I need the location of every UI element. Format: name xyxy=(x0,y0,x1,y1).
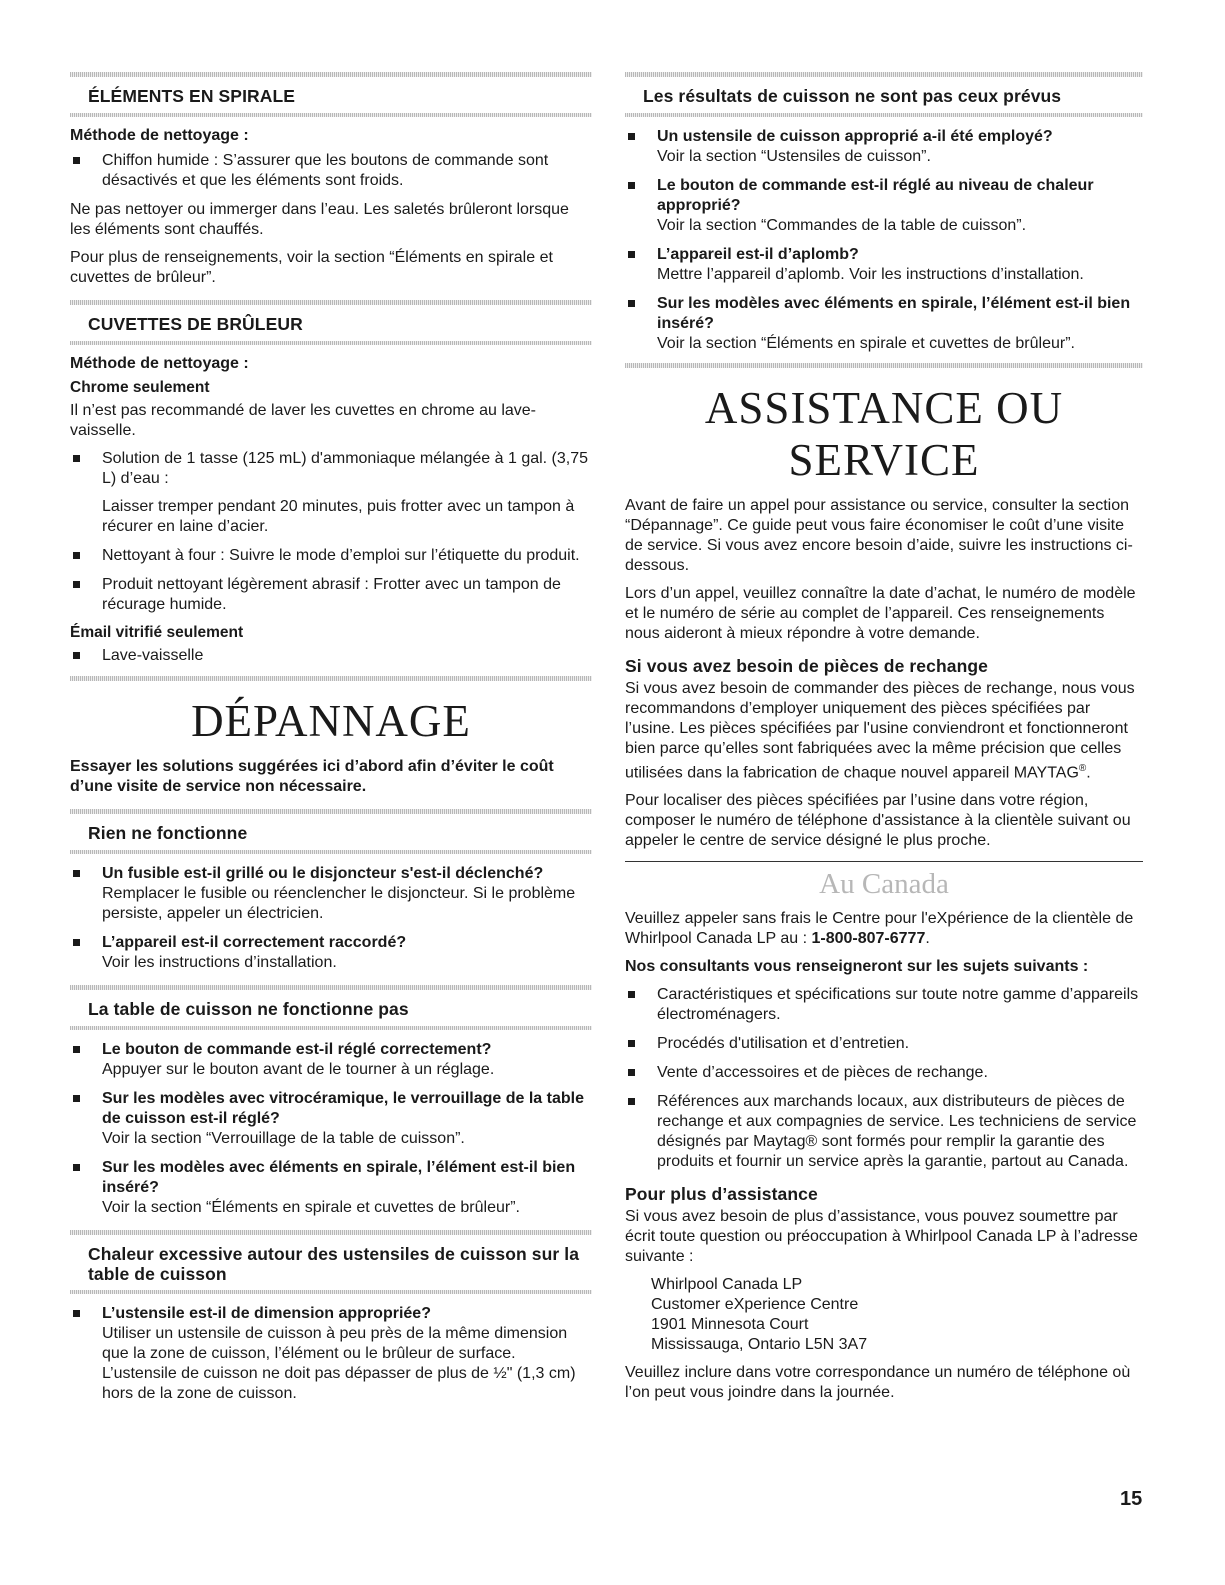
list-item xyxy=(625,176,1143,236)
title-au-canada: Au Canada xyxy=(819,868,949,901)
bullet-icon xyxy=(73,870,80,877)
question: Un fusible est-il grillé ou le disjoncteur s'est-il déclenché? xyxy=(102,865,544,882)
paragraph-text: Si vous avez besoin de commander des pièces de rechange, nous vous recommandons d’employer uniquement des pièces spécifiées par l’usine. Les pièces spécifiées par l'usine conviendront et fonctionneront bien parce qu’elles sont fabriquées avec la même précision que celles utilisées dans la fabrication de chaque nouvel appareil MAYTAG xyxy=(625,680,1135,782)
paragraph: Veuillez inclure dans votre correspondance un numéro de téléphone où l’on peut vous joindre dans la journée. xyxy=(625,1364,1131,1402)
bullet-list xyxy=(70,151,592,191)
paragraph: Il n’est pas recommandé de laver les cuvettes en chrome au lave-vaisselle. xyxy=(70,402,537,439)
paragraph xyxy=(625,909,1143,949)
section-divider xyxy=(70,341,592,345)
right-column xyxy=(625,72,1143,1411)
paragraph-text: Veuillez appeler sans frais le Centre pour l'eXpérience de la clientèle de Whirlpool Canada LP au : xyxy=(625,910,1134,948)
bullet-icon xyxy=(73,1095,80,1102)
list-item xyxy=(625,1092,1143,1172)
list-item xyxy=(625,1034,1143,1054)
answer: Voir la section “Ustensiles de cuisson”. xyxy=(657,148,931,165)
bullet-icon xyxy=(73,157,80,164)
list-item xyxy=(70,646,592,666)
address-line: 1901 Minnesota Court xyxy=(651,1316,809,1334)
section-divider xyxy=(625,363,1143,368)
bullet-list xyxy=(625,127,1143,354)
answer: Appuyer sur le bouton avant de le tourner à un réglage. xyxy=(102,1061,495,1078)
horizontal-rule xyxy=(625,861,1143,862)
list-item xyxy=(70,933,592,973)
bullet-list xyxy=(70,449,592,615)
list-item xyxy=(70,1089,592,1149)
question: Sur les modèles avec éléments en spirale, l’élément est-il bien inséré? xyxy=(102,1159,576,1196)
bullet-icon xyxy=(628,182,635,189)
period: . xyxy=(925,930,930,948)
section-divider xyxy=(70,1026,592,1030)
paragraph: Pour plus de renseignements, voir la section “Éléments en spirale et cuvettes de brûleur”. xyxy=(70,249,553,286)
period: . xyxy=(1086,764,1091,782)
section-divider xyxy=(625,113,1143,117)
bullet-list xyxy=(70,1040,592,1218)
list-item-text: Vente d’accessoires et de pièces de rechange. xyxy=(657,1064,988,1082)
question: L’appareil est-il correctement raccordé? xyxy=(102,934,407,951)
list-item-text: Caractéristiques et spécifications sur toute notre gamme d’appareils électroménagers. xyxy=(657,986,1139,1024)
paragraph: Lors d’un appel, veuillez connaître la date d’achat, le numéro de modèle et le numéro de série au complet de l’appareil. Ces renseignements nous aideront à mieux répondre à votre demande. xyxy=(625,585,1136,642)
bullet-icon xyxy=(73,652,80,659)
list-item xyxy=(625,127,1143,167)
bullet-icon xyxy=(628,133,635,140)
list-item-text: Solution de 1 tasse (125 mL) d'ammoniaque mélangée à 1 gal. (3,75 L) d’eau : xyxy=(102,450,589,487)
list-item xyxy=(70,1040,592,1080)
question: L’appareil est-il d’aplomb? xyxy=(657,246,859,263)
bullet-icon xyxy=(73,552,80,559)
subheading-plus-assistance: Pour plus d’assistance xyxy=(625,1184,818,1205)
paragraph: Ne pas nettoyer ou immerger dans l’eau. Les saletés brûleront lorsque les éléments sont chauffés. xyxy=(70,201,569,238)
address-line: Whirlpool Canada LP xyxy=(651,1276,803,1294)
section-divider xyxy=(70,1290,592,1294)
mailing-address xyxy=(625,1275,1143,1355)
bullet-icon xyxy=(628,1098,635,1105)
list-item xyxy=(625,985,1143,1025)
list-item-detail: Laisser tremper pendant 20 minutes, puis frotter avec un tampon à récurer en laine d’acier. xyxy=(102,498,575,535)
list-item-text: Références aux marchands locaux, aux distributeurs de pièces de rechange et aux compagnies de service. Les techniciens de service désignés par Maytag® sont formés pour remplir la garantie des produits et fournir un service après la garantie, partout au Canada. xyxy=(657,1093,1137,1171)
bullet-icon xyxy=(73,1310,80,1317)
paragraph: Avant de faire un appel pour assistance ou service, consulter la section “Dépannage”. Ce guide peut vous faire économiser le coût d’une visite de service. Si vous avez encore besoin d’aide, suivre les instructions ci-dessous. xyxy=(625,497,1133,574)
answer: Mettre l’appareil d’aplomb. Voir les instructions d’installation. xyxy=(657,266,1084,283)
list-item xyxy=(625,1063,1143,1083)
list-item-text: Lave-vaisselle xyxy=(102,647,204,664)
phone-number: 1-800-807-6777 xyxy=(811,930,926,948)
paragraph xyxy=(625,679,1143,783)
bullet-icon xyxy=(73,581,80,588)
answer: Remplacer le fusible ou réenclencher le disjoncteur. Si le problème persiste, appeler un électricien. xyxy=(102,885,576,922)
section-divider xyxy=(70,113,592,117)
bullet-list xyxy=(625,985,1143,1172)
bullet-icon xyxy=(628,251,635,258)
list-item xyxy=(625,294,1143,354)
list-item xyxy=(70,1158,592,1218)
section-title-chaleur: Chaleur excessive autour des ustensiles de cuisson sur la table de cuisson xyxy=(88,1244,580,1284)
list-item xyxy=(70,546,592,566)
list-item xyxy=(70,151,592,191)
answer: Voir les instructions d’installation. xyxy=(102,954,337,971)
lead-text: Essayer les solutions suggérées ici d’abord afin d’éviter le coût d’une visite de service non nécessaire. xyxy=(70,758,554,795)
lead-text: Nos consultants vous renseigneront sur les sujets suivants : xyxy=(625,958,1089,976)
subheading-pieces: Si vous avez besoin de pièces de rechange xyxy=(625,656,988,676)
bullet-list xyxy=(70,646,592,666)
paragraph: Si vous avez besoin de plus d’assistance, vous pouvez soumettre par écrit toute question ou préoccupation à Whirlpool Canada LP à l’adresse suivante : xyxy=(625,1208,1138,1266)
section-divider xyxy=(70,676,592,681)
question: Le bouton de commande est-il réglé correctement? xyxy=(102,1041,492,1058)
registered-mark: ® xyxy=(1078,763,1087,774)
bullet-icon xyxy=(628,1040,635,1047)
section-divider xyxy=(70,850,592,854)
bullet-icon xyxy=(628,300,635,307)
section-title-elements-spirale: ÉLÉMENTS EN SPIRALE xyxy=(88,86,296,106)
list-item-text: Produit nettoyant légèrement abrasif : Frotter avec un tampon de récurage humide. xyxy=(102,576,561,613)
list-item xyxy=(70,575,592,615)
subheading-email: Émail vitrifié seulement xyxy=(70,624,244,641)
list-item-text: Nettoyant à four : Suivre le mode d’emploi sur l’étiquette du produit. xyxy=(102,547,580,564)
question: Sur les modèles avec vitrocéramique, le verrouillage de la table de cuisson est-il réglé? xyxy=(102,1090,584,1127)
list-item xyxy=(625,245,1143,285)
bullet-list xyxy=(70,864,592,973)
address-line: Customer eXperience Centre xyxy=(651,1296,859,1314)
bullet-icon xyxy=(73,939,80,946)
title-depannage: DÉPANNAGE xyxy=(191,696,471,746)
bullet-icon xyxy=(628,1069,635,1076)
section-title-cuvettes: CUVETTES DE BRÛLEUR xyxy=(88,314,303,334)
subheading-methode: Méthode de nettoyage : xyxy=(70,127,249,144)
bullet-icon xyxy=(73,1046,80,1053)
list-item xyxy=(70,1304,592,1404)
question: L’ustensile est-il de dimension appropriée? xyxy=(102,1305,431,1322)
address-line: Mississauga, Ontario L5N 3A7 xyxy=(651,1336,868,1354)
answer: Utiliser un ustensile de cuisson à peu près de la même dimension que la zone de cuisson, l’élément ou le brûleur de surface. L’ustensile de cuisson ne doit pas dépasser de plus de ½" (1,3 cm) hors de la zone de cuisson. xyxy=(102,1325,576,1402)
list-item xyxy=(70,864,592,924)
answer: Voir la section “Éléments en spirale et cuvettes de brûleur”. xyxy=(102,1199,520,1216)
subheading-methode: Méthode de nettoyage : xyxy=(70,355,249,372)
question: Le bouton de commande est-il réglé au niveau de chaleur approprié? xyxy=(657,177,1094,214)
list-item-text: Procédés d'utilisation et d’entretien. xyxy=(657,1035,910,1053)
bullet-icon xyxy=(73,1164,80,1171)
bullet-list xyxy=(70,1304,592,1404)
subheading-chrome: Chrome seulement xyxy=(70,379,210,396)
section-title-rien: Rien ne fonctionne xyxy=(88,823,248,843)
answer: Voir la section “Verrouillage de la table de cuisson”. xyxy=(102,1130,465,1147)
section-title-resultats: Les résultats de cuisson ne sont pas ceux prévus xyxy=(643,86,1062,106)
page-number: 15 xyxy=(1120,1488,1143,1510)
bullet-icon xyxy=(73,455,80,462)
section-title-table: La table de cuisson ne fonctionne pas xyxy=(88,999,409,1019)
paragraph: Pour localiser des pièces spécifiées par l’usine dans votre région, composer le numéro de téléphone d'assistance à la clientèle suivant ou appeler le centre de service désigné le plus proche. xyxy=(625,792,1131,850)
list-item-text: Chiffon humide : S’assurer que les boutons de commande sont désactivés et que les éléments sont froids. xyxy=(102,152,549,189)
bullet-icon xyxy=(628,991,635,998)
left-column xyxy=(70,72,592,1413)
question: Un ustensile de cuisson approprié a-il été employé? xyxy=(657,128,1053,145)
title-assistance: ASSISTANCE OU SERVICE xyxy=(704,383,1064,485)
list-item xyxy=(70,449,592,537)
answer: Voir la section “Éléments en spirale et cuvettes de brûleur”. xyxy=(657,335,1075,352)
answer: Voir la section “Commandes de la table de cuisson”. xyxy=(657,217,1027,234)
question: Sur les modèles avec éléments en spirale, l’élément est-il bien inséré? xyxy=(657,295,1131,332)
